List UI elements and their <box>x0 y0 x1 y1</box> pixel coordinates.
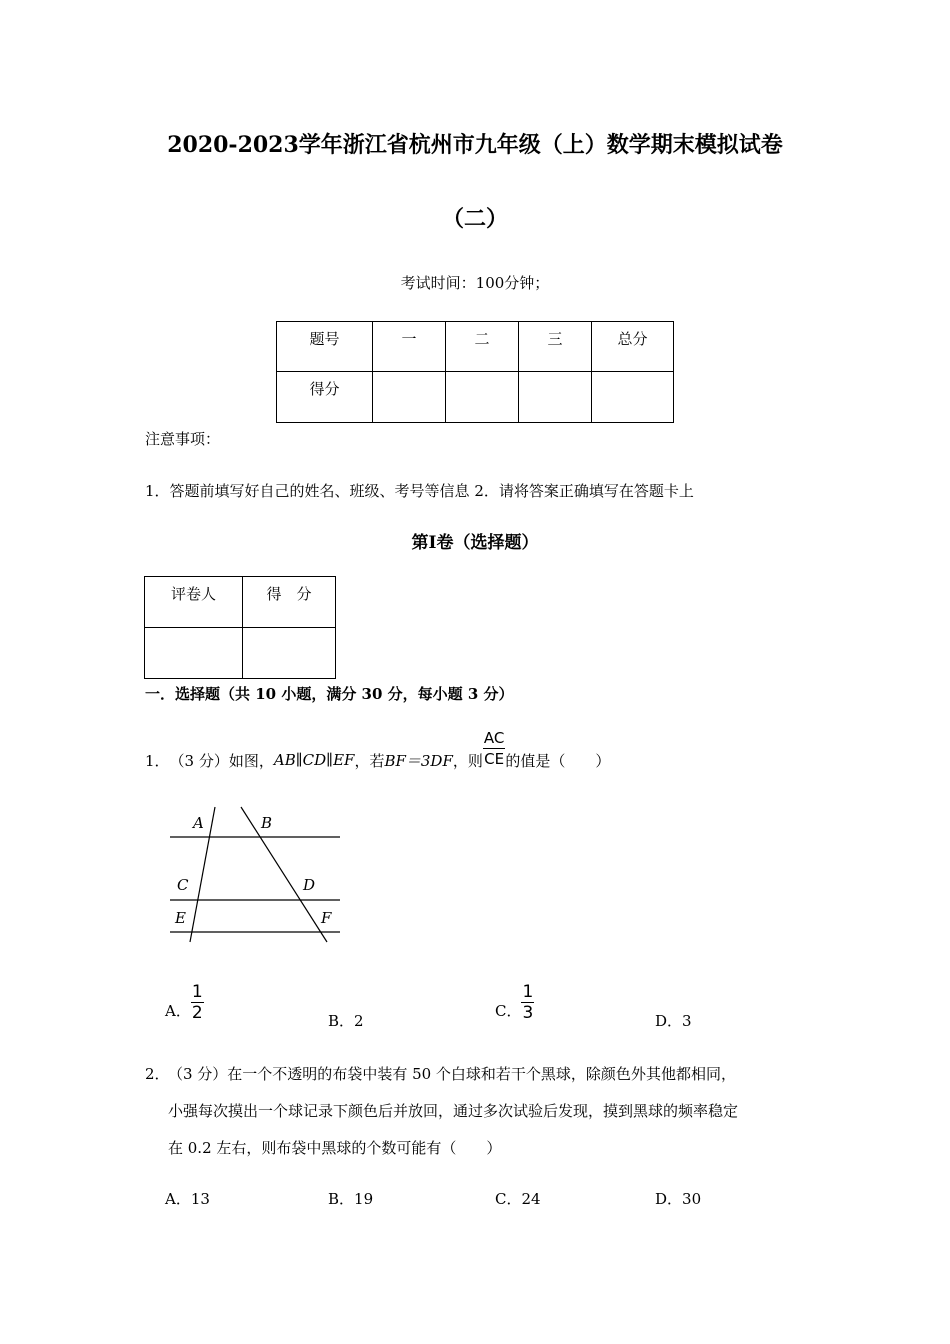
q1-fraction <box>483 728 505 769</box>
doc-title-line1: 2020-2023学年浙江省杭州市九年级（上）数学期末模拟试卷 <box>167 132 783 158</box>
score-header-cell: 一 <box>373 322 446 372</box>
option-label: A． <box>165 1002 191 1020</box>
q2-line3: 在 0.2 左右，则布袋中黑球的个数可能有（ ） <box>168 1139 502 1157</box>
q1-mid: ，若 <box>354 751 385 770</box>
score-header: 得 分 <box>243 577 336 628</box>
exam-time: 考试时间：100分钟； <box>400 274 550 292</box>
q2-option-b[interactable] <box>328 1188 373 1209</box>
doc-title-line2: （二） <box>441 206 508 232</box>
option-label: D． <box>655 1190 683 1208</box>
q2-option-d[interactable] <box>655 1188 701 1209</box>
q2-line1: （3 分）在一个不透明的布袋中装有 50 个白球和若干个黑球，除颜色外其他都相同， <box>168 1065 736 1083</box>
label-f: F <box>321 909 332 927</box>
label-a: A <box>193 814 204 832</box>
q1-fraction-num: AC <box>483 728 505 747</box>
fraction-num: 1 <box>522 982 534 1002</box>
option-value: 30 <box>682 1190 702 1208</box>
score-row-label: 得分 <box>277 372 373 423</box>
option-value: 2 <box>354 1012 364 1030</box>
q1-option-a[interactable] <box>165 982 204 1023</box>
grader-table <box>144 576 336 679</box>
notes-title: 注意事项： <box>145 430 221 448</box>
score-cell[interactable] <box>446 372 519 423</box>
q2-option-c[interactable] <box>495 1188 541 1209</box>
option-label: B． <box>328 1190 355 1208</box>
label-c: C <box>177 876 189 894</box>
q1-option-b[interactable] <box>328 1010 364 1031</box>
score-header-cell: 题号 <box>277 322 373 372</box>
score-cell[interactable] <box>592 372 674 423</box>
question-1 <box>145 730 610 790</box>
option-label: D． <box>655 1012 683 1030</box>
q1-equation: BF＝3DF <box>384 751 453 770</box>
q1-points: （3 分）如图， <box>169 751 274 770</box>
option-label: A． <box>165 1190 191 1208</box>
part-title: 第Ⅰ卷（选择题） <box>411 533 539 553</box>
option-label: C． <box>495 1002 522 1020</box>
q2-line2: 小强每次摸出一个球记录下颜色后并放回，通过多次试验后发现，摸到黑球的频率稳定 <box>168 1102 739 1120</box>
grader-score-cell[interactable] <box>243 628 336 679</box>
q2-option-a[interactable] <box>165 1188 210 1209</box>
option-fraction <box>521 982 534 1023</box>
label-e: E <box>175 909 186 927</box>
fraction-den: 3 <box>522 1003 534 1023</box>
score-header-cell: 总分 <box>592 322 674 372</box>
fraction-num: 1 <box>191 982 203 1002</box>
option-label: B． <box>328 1012 355 1030</box>
q1-tail-before: ，则 <box>452 751 483 770</box>
option-value: 3 <box>682 1012 692 1030</box>
option-label: C． <box>495 1190 522 1208</box>
fraction-den: 2 <box>191 1003 203 1023</box>
score-header-cell: 三 <box>519 322 592 372</box>
q1-option-c[interactable] <box>495 982 534 1023</box>
score-cell[interactable] <box>519 372 592 423</box>
grader-header: 评卷人 <box>145 577 243 628</box>
label-d: D <box>303 876 316 894</box>
section-title: 一．选择题（共 10 小题，满分 30 分，每小题 3 分） <box>145 685 514 703</box>
label-b: B <box>261 814 273 832</box>
q1-figure <box>165 805 350 945</box>
q1-number: 1． <box>145 751 170 770</box>
score-table <box>276 321 674 423</box>
q2-number: 2． <box>145 1065 170 1083</box>
option-value: 19 <box>354 1190 374 1208</box>
option-fraction <box>191 982 204 1023</box>
score-cell[interactable] <box>373 372 446 423</box>
q1-condition: AB∥CD∥EF <box>273 751 355 769</box>
transversal-bdf <box>241 807 327 942</box>
score-header-cell: 二 <box>446 322 519 372</box>
q1-tail-after: 的值是（ ） <box>505 751 611 770</box>
q1-option-d[interactable] <box>655 1010 692 1031</box>
option-value: 13 <box>190 1190 210 1208</box>
option-value: 24 <box>521 1190 541 1208</box>
grader-cell[interactable] <box>145 628 243 679</box>
notes-text: 1．答题前填写好自己的姓名、班级、考号等信息 2．请将答案正确填写在答题卡上 <box>145 482 694 500</box>
q1-fraction-den: CE <box>484 749 505 768</box>
